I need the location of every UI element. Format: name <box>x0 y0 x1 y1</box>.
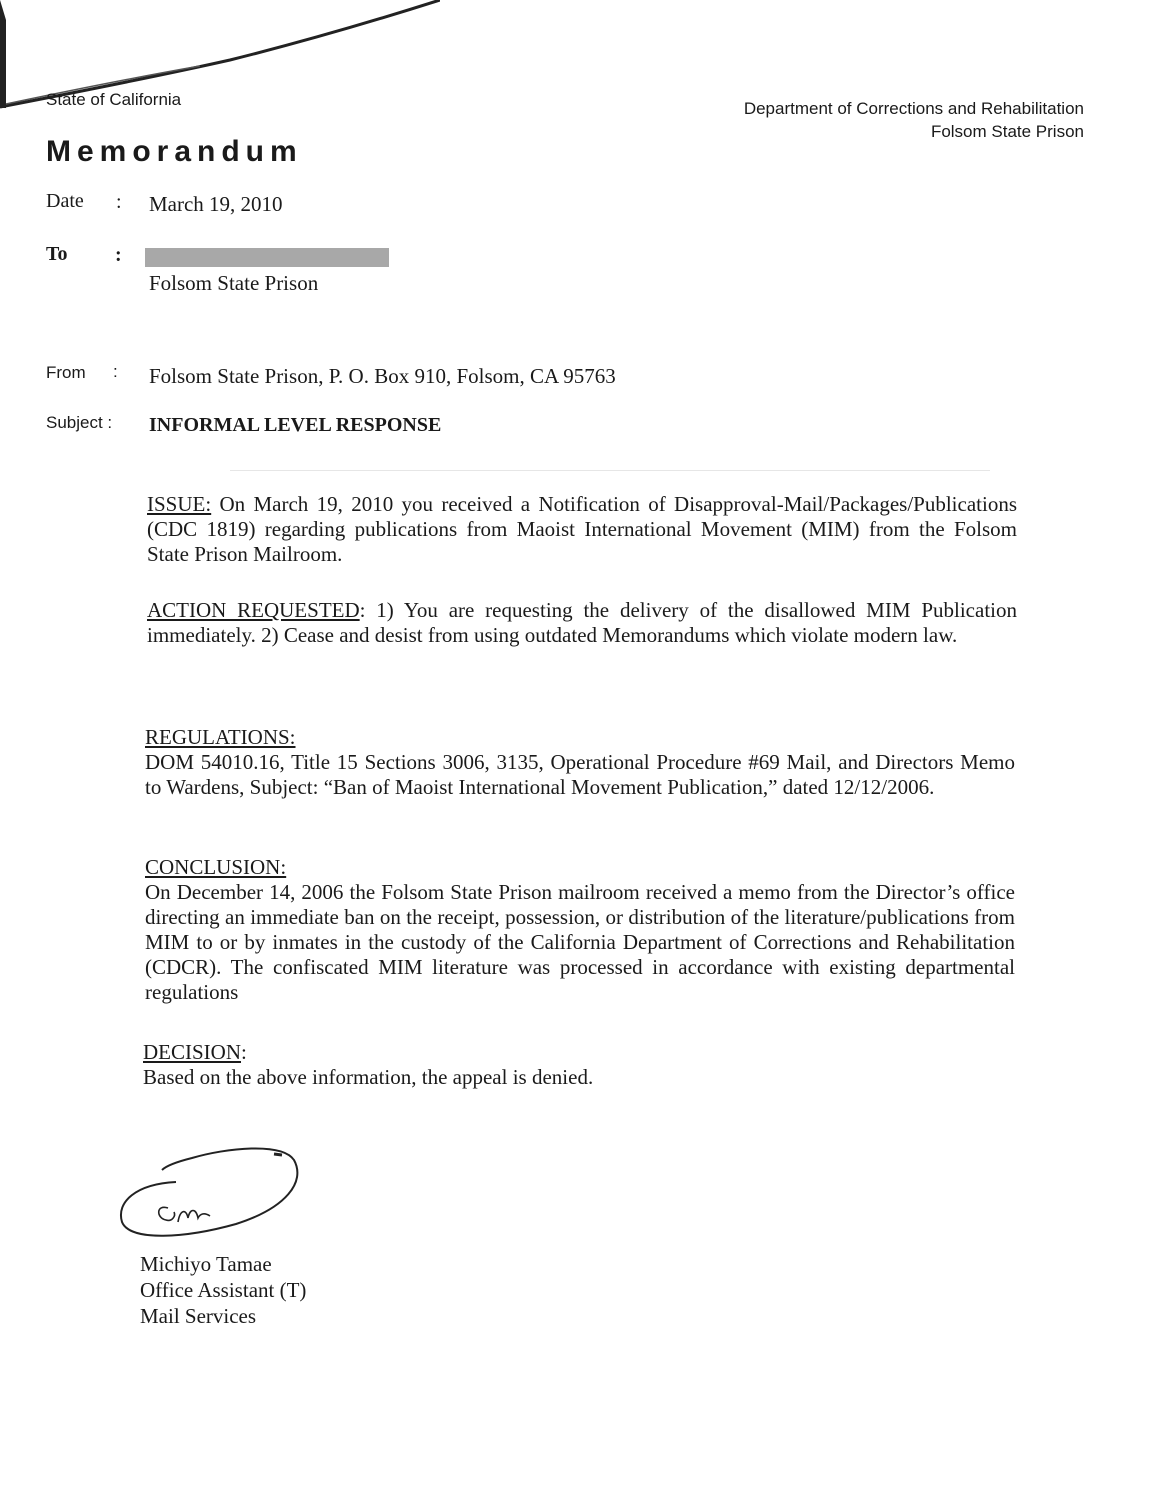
issue-section <box>147 492 1017 567</box>
conclusion-text: On December 14, 2006 the Folsom State Prison mailroom received a memo from the Director’s office directing an immediate ban on the receipt, possession, or distribution of the literature/publications from MIM to or by inmates in the custody of the California Department of Corrections and Rehabilitation (CDCR). The confiscated MIM literature was processed in accordance with existing departmental regulations <box>145 880 1015 1004</box>
department-name: Department of Corrections and Rehabilitation <box>743 99 1084 118</box>
conclusion-section <box>145 855 1015 1005</box>
subject-value: INFORMAL LEVEL RESPONSE <box>149 414 442 436</box>
regulations-section <box>145 725 1015 800</box>
action-text: : 1) You are requesting the delivery of the disallowed MIM Publication immediately. 2) Cease and desist from using outdated Memorandums which violate modern law. <box>147 598 1017 647</box>
subject-label: Subject : <box>46 413 113 432</box>
date-value: March 19, 2010 <box>149 192 283 216</box>
decision-section <box>143 1040 1013 1090</box>
to-colon: : <box>115 244 122 266</box>
redacted-recipient <box>145 248 389 267</box>
decision-heading: DECISION <box>143 1040 241 1064</box>
signer-unit: Mail Services <box>140 1304 257 1328</box>
regulations-heading: REGULATIONS: <box>145 725 296 749</box>
action-heading: ACTION REQUESTED <box>147 598 360 622</box>
from-value: Folsom State Prison, P. O. Box 910, Folsom, CA 95763 <box>149 364 616 388</box>
decision-text: Based on the above information, the appeal is denied. <box>143 1065 594 1089</box>
state-name: State of California <box>46 90 182 109</box>
memo-title: Memorandum <box>46 135 303 168</box>
faint-divider <box>230 470 990 471</box>
decision-colon: : <box>241 1040 247 1064</box>
handwritten-signature <box>116 1142 306 1252</box>
action-section <box>147 598 1017 648</box>
signer-title: Office Assistant (T) <box>140 1278 307 1302</box>
issue-heading: ISSUE: <box>147 492 212 516</box>
issue-text: On March 19, 2010 you received a Notification of Disapproval-Mail/Packages/Publications (CDC 1819) regarding publications from Maoist International Movement (MIM) from the Folsom State Prison Mailroom. <box>147 492 1017 566</box>
conclusion-heading: CONCLUSION: <box>145 855 287 879</box>
signature-block <box>140 1251 306 1329</box>
regulations-text: DOM 54010.16, Title 15 Sections 3006, 3135, Operational Procedure #69 Mail, and Directors Memo to Wardens, Subject: “Ban of Maoist International Movement Publication,” dated 12/12/2006. <box>145 750 1015 799</box>
signer-name: Michiyo Tamae <box>140 1252 272 1276</box>
institution-name: Folsom State Prison <box>930 122 1084 141</box>
decision-heading-line <box>143 1040 1013 1065</box>
from-colon: : <box>113 362 118 381</box>
to-institution: Folsom State Prison <box>149 271 319 295</box>
date-label: Date <box>46 190 84 212</box>
to-label: To <box>46 243 68 265</box>
from-label: From <box>46 363 86 382</box>
date-colon: : <box>116 191 122 213</box>
department-block <box>744 97 1084 143</box>
